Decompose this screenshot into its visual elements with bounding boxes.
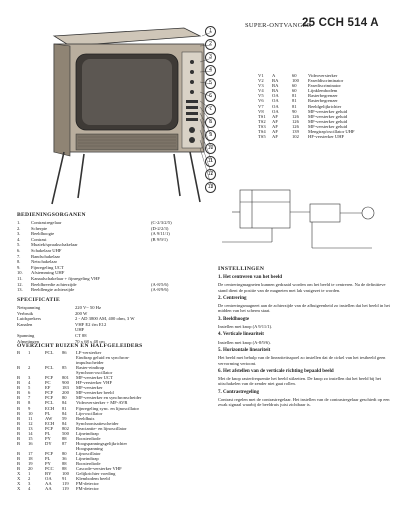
valve-c1: B: [17, 425, 21, 431]
valve-c2: 1: [28, 350, 31, 355]
valve-c3: PCF: [45, 375, 54, 381]
spec-key: Netspanning: [17, 305, 41, 310]
legend-text: Bandschakelaar: [31, 253, 61, 259]
valve-c3: OA: [45, 476, 52, 482]
spec-key: Spanning: [17, 332, 35, 338]
tube-type: A: [272, 73, 276, 78]
spec-value: 200 W: [75, 310, 88, 316]
valve-c4: 84: [62, 420, 67, 426]
header-model: 25 CCH 514 A: [302, 17, 379, 29]
valve-c2: 5: [28, 385, 31, 391]
legend-number: 7.: [17, 253, 21, 259]
legend-number: 6.: [17, 247, 21, 253]
instructions-title: INSTELLINGEN: [218, 266, 265, 272]
valve-c1: X: [17, 486, 21, 492]
instruction-heading: 3. Beeldhoogte: [218, 316, 250, 322]
tube-name: MF-versterker geluid: [308, 108, 348, 114]
tube-name: Beeldgelijkrichter: [308, 103, 342, 109]
valve-c1: B: [17, 435, 21, 441]
tube-code: 126: [292, 113, 299, 119]
tube-ref: TS1: [258, 113, 266, 119]
instruction-text: De centreringmagneten kunnen gedraaid worden om het beeld te centreren. Na de definitieve stand dient de positie van de magneten met lak vastgezet te worden.: [218, 282, 386, 293]
valve-c4: 900: [62, 380, 69, 386]
tube-type: AF: [272, 118, 278, 124]
valve-c5: FM-detector: [76, 481, 99, 487]
tube-name: Rasterbegrenzer: [308, 93, 338, 99]
tube-ref: V3: [258, 83, 264, 89]
legend-number: 13.: [17, 287, 23, 293]
valve-c4: 801: [62, 375, 69, 381]
valve-c2: 2: [28, 476, 31, 482]
tube-code: 81: [292, 98, 297, 104]
tube-code: 126: [292, 123, 299, 129]
valve-c3: PL: [45, 410, 51, 416]
instruction-heading: 2. Centrering: [218, 295, 247, 301]
valve-c5: Hoogspanningsgelijkrichter: [76, 440, 128, 446]
tube-code: 81: [292, 103, 297, 109]
legend-text: Muziek/spraakschakelaar: [31, 242, 78, 248]
callout-number: 12: [205, 169, 216, 180]
callout-number: 2: [205, 39, 216, 50]
valve-c3: PCF: [45, 450, 54, 456]
legend-text: Fijnregeling UCT: [31, 264, 64, 270]
tube-code: 102: [292, 134, 299, 140]
valve-c3: PCL: [45, 350, 54, 355]
valve-c2: 10: [28, 410, 33, 416]
valve-c3: PCC: [45, 466, 54, 472]
valve-c5: Lijnoscillator: [76, 450, 101, 456]
tube-name: Lijnklembodem: [308, 88, 338, 94]
callout-number: 6: [205, 91, 216, 102]
valve-c5: Klembodem beeld: [76, 476, 110, 482]
spec-value: CT 88: [75, 332, 87, 338]
valve-c1: B: [17, 365, 21, 371]
legend-text: Contrastregelaar: [31, 220, 62, 225]
tube-ref: V1: [258, 73, 264, 78]
valve-c1: X: [17, 476, 21, 482]
legend-number: 8.: [17, 259, 21, 265]
valve-c4: 59: [62, 415, 67, 421]
tube-name: MF-versterker geluid: [308, 113, 348, 119]
valve-c1: B: [17, 410, 21, 416]
spec-key: Luidsprekers: [17, 316, 41, 322]
instruction-heading: 6. Het afstellen van de verticale richting bepaald beeld: [218, 368, 334, 374]
tube-name: MF-versterker geluid: [308, 118, 348, 124]
legend-number: 11.: [17, 275, 23, 281]
legend-number: 2.: [17, 225, 21, 231]
tube-name: Videoversterker: [308, 73, 338, 78]
valve-c5: Gelijkrichter voeding: [76, 471, 116, 477]
adjustment-diagram: [212, 182, 392, 262]
valve-row: [17, 486, 176, 491]
valve-c3: DY: [45, 440, 52, 446]
valve-c4: 88: [62, 466, 67, 472]
tube-name: HF-versterker UHF: [308, 134, 345, 140]
valve-c5: LF-versterker: [76, 350, 102, 355]
valve-c2: 6: [28, 390, 31, 396]
valve-c4: 36: [62, 455, 67, 461]
callout-number: 11: [205, 156, 216, 167]
instructions: [218, 266, 393, 410]
tube-type: AF: [272, 113, 278, 119]
spec-key: Verbruik: [17, 310, 34, 316]
valve-c3: AA: [45, 486, 52, 492]
valve-c2: 16: [28, 440, 33, 446]
spec-value: 2 - AD 3800 AM, 400 ohm, 3 W: [75, 316, 135, 322]
valve-c5: Synchronisatiescheider: [76, 420, 119, 426]
legend-text: Scherpte: [31, 225, 48, 231]
tube-code: 60: [292, 83, 297, 89]
spec-title: SPECIFICATIE: [17, 297, 60, 303]
callout-number: 7: [205, 104, 216, 115]
valve-c5: Cascode-versterker VHF: [76, 466, 122, 472]
valve-c5: Beeldbuis: [76, 415, 95, 421]
instruction-text: Contrast regelen met de contrastregelaar. Het instellen van de contrastregelaar geschiedt op een zwak signaal waarbij de beeldruis juist zichtbaar is.: [218, 397, 390, 408]
tube-name: Faseddiscriminator: [308, 78, 344, 84]
valve-c5: Boosterdiode: [76, 435, 101, 441]
valve-c1: X: [17, 471, 21, 477]
tube-ref: V8: [258, 108, 264, 114]
valve-c4: 88: [62, 461, 67, 467]
legend-number: 4.: [17, 236, 21, 242]
callout-number: 5: [205, 78, 216, 89]
instruction-text: De centreringsmagneet aan de achterzijde van de afbuigeenheid zo instellen dat het beeld in het midden van het scherm staat.: [218, 303, 390, 314]
legend-position: (D-2/2/3): [151, 225, 169, 231]
instruction-heading: 5. Horizontale lineariteit: [218, 347, 271, 353]
legend-text: Beeldbreedte achterzijde: [31, 281, 77, 287]
valve-c1: B: [17, 350, 21, 355]
valve-c4: 200: [62, 390, 69, 396]
header-subtitle: SUPER-ONTVANGER: [245, 22, 312, 29]
valve-c2: 12: [28, 420, 33, 426]
instruction-heading: 1. Het centreren van het beeld: [218, 275, 282, 280]
callout-number: 3: [205, 52, 216, 63]
valve-c2: 2: [28, 365, 31, 371]
valve-c2: 17: [28, 450, 33, 456]
valve-c4: 87: [62, 440, 67, 446]
tube-ref: V4: [258, 88, 264, 94]
tube-type: OA: [272, 108, 279, 114]
tube-ref: TS2: [258, 118, 266, 124]
valve-c3: ECH: [45, 420, 55, 426]
legend-text: Beeldlengte achterzijde: [31, 287, 75, 293]
instruction-heading: 7. Contrastregeling: [218, 389, 260, 395]
instruction-text: Instellen met knop (A-8/9/6).: [218, 339, 271, 345]
legend-position: (C-2/3/2/5): [151, 220, 172, 225]
valve-c4: 85: [62, 365, 67, 371]
valve-c5: MF-versterker UCT: [76, 375, 113, 381]
tube-row: [258, 134, 398, 139]
valves-title: OVERZICHT BUIZEN EN HALFGELEIDERS: [17, 343, 143, 349]
valve-c1: B: [17, 415, 21, 421]
instruction-text: Het beeld met behulp van de lineariteitsspoel zo instellen dat de cirkel van het testbeeld geen vervorming vertoont.: [218, 355, 386, 366]
valve-c3: PCF: [45, 425, 54, 431]
valve-c5: Synchron-oscillator: [76, 370, 113, 376]
valve-c2: 1: [28, 471, 31, 477]
specification: [17, 297, 165, 344]
valve-c5: Fijnregeling sync. en lijnoscillator: [76, 405, 140, 411]
valve-c2: 3: [28, 375, 31, 381]
legend-text: Beeldhoogte: [31, 231, 55, 237]
valve-c3: PCF: [45, 395, 54, 401]
tube-name: Fasediscriminator: [308, 83, 341, 89]
valve-c4: 91: [62, 476, 67, 482]
valve-c4: 80: [62, 395, 67, 401]
valve-c2: 13: [28, 425, 33, 431]
tube-type: OA: [272, 98, 279, 104]
tube-code: 139: [292, 129, 299, 135]
valve-c5: MF-versterker en synchronscheider: [76, 395, 142, 401]
tube-code: 126: [292, 118, 299, 124]
valves-overview: [17, 343, 176, 491]
spec-value: 70 x 68 x 48 cm: [75, 338, 105, 344]
legend-number: 3.: [17, 231, 21, 237]
valve-c4: 84: [62, 400, 67, 406]
valve-c5: Lijn-oscillator: [76, 410, 103, 416]
valve-c4: 81: [62, 405, 67, 411]
legend-position: (A-8/9/6): [151, 287, 169, 293]
tv-cabinet-illustration: [14, 18, 214, 208]
valve-c3: PY: [45, 435, 51, 441]
legend-position: (A-8/5/6): [151, 281, 169, 287]
valve-c5: Lijneindtrap: [76, 430, 99, 436]
valve-c4: 86: [62, 350, 67, 355]
valve-c5: Eindtrap geluid en synchron-: [76, 355, 130, 361]
valve-c1: X: [17, 481, 21, 487]
valve-c5: Reactantie- en lijnoscillator: [76, 425, 127, 431]
tube-ref: TS3: [258, 123, 266, 129]
legend-text: Kanaalschakelaar + fijnregeling VHF: [31, 275, 100, 281]
valve-c2: 4: [28, 486, 31, 492]
instruction-text: Met de knop rasterfrequentie het beeld stilzetten. De knop zo instellen dat het beeld bij het uitschakelen van de zender niet gaat rollen.: [218, 376, 381, 387]
valve-c3: PCL: [45, 365, 54, 371]
valve-c2: 8: [28, 400, 31, 406]
valve-c4: 100: [62, 471, 69, 477]
valve-c2: 14: [28, 430, 33, 436]
tube-code: 81: [292, 93, 297, 99]
valve-c5: FM-detector: [76, 486, 99, 492]
valve-c2: 11: [28, 415, 33, 421]
valve-c3: PY: [45, 461, 51, 467]
legend-number: 1.: [17, 220, 21, 225]
valve-c5: impulsscheider: [76, 360, 104, 366]
valve-c3: AW: [45, 415, 53, 421]
callout-number: 10: [205, 143, 216, 154]
legend-position: (B 9/9/1): [151, 236, 168, 242]
valve-c5: MF-versterker: [76, 385, 103, 391]
valve-c4: 80: [62, 450, 67, 456]
valve-c2: 7: [28, 395, 31, 401]
valve-c1: B: [17, 455, 21, 461]
spec-value: VHF E2 t/m E12: [75, 321, 107, 327]
valve-c5: Raster-eindtrap: [76, 365, 105, 371]
valve-c3: EF: [45, 385, 51, 391]
valve-c4: 84: [62, 410, 67, 416]
valve-c3: PCL: [45, 400, 54, 406]
valve-c5: Videoversterker + MF-AVR: [76, 400, 128, 406]
valve-c3: PL: [45, 455, 51, 461]
valve-c3: AA: [45, 481, 52, 487]
legend-text: Schakelaar UHF: [31, 247, 62, 253]
valve-c1: B: [17, 405, 21, 411]
valve-c5: MF-versterker beeld: [76, 390, 114, 396]
valve-c1: B: [17, 420, 21, 426]
legend-number: 5.: [17, 242, 21, 248]
legend-text: Netschakelaar: [31, 259, 58, 265]
legend-text: Afstemming UHF: [31, 270, 65, 276]
legend-text: Contrast: [31, 236, 47, 242]
tube-type: OA: [272, 93, 279, 99]
callout-number: 13: [205, 182, 216, 193]
valve-c3: ECH: [45, 405, 55, 411]
legend-position: (A 9/11/1): [151, 231, 170, 237]
instruction-heading: 4. Verticale lineariteit: [218, 332, 264, 338]
tube-code: 90: [292, 108, 297, 114]
valve-c1: B: [17, 385, 21, 391]
valve-c4: 88: [62, 435, 67, 441]
spec-key: Afmetingen: [17, 338, 39, 344]
tube-code: 60: [292, 88, 297, 94]
tube-ref: TS4: [258, 129, 266, 135]
tube-type: BA: [272, 78, 279, 84]
valve-c3: PCF: [45, 390, 54, 396]
tube-code: 60: [292, 73, 297, 78]
tube-type: AF: [272, 123, 278, 129]
valve-c1: B: [17, 390, 21, 396]
tube-type: BA: [272, 88, 279, 94]
valve-c2: 18: [28, 455, 33, 461]
valve-c2: 4: [28, 380, 31, 386]
valve-c2: 19: [28, 461, 33, 467]
valve-c1: B: [17, 461, 21, 467]
valve-c3: PC: [45, 380, 51, 386]
valve-c1: B: [17, 466, 21, 472]
valve-c4: 183: [62, 385, 69, 391]
valve-c1: B: [17, 450, 21, 456]
valve-c1: B: [17, 375, 21, 381]
valve-c1: B: [17, 395, 21, 401]
tube-type: AF: [272, 134, 278, 140]
valve-c2: 3: [28, 481, 31, 487]
tube-type: OA: [272, 103, 279, 109]
valve-c3: PL: [45, 430, 51, 436]
tube-name: Mengtrap/oscillator UHF: [308, 129, 355, 135]
valve-c4: 802: [62, 425, 69, 431]
valve-c1: B: [17, 440, 21, 446]
callout-number: 8: [205, 117, 216, 128]
valve-c2: 9: [28, 405, 31, 411]
legend-number: 10.: [17, 270, 23, 276]
spec-key: Kanalen: [17, 321, 33, 327]
valve-c1: B: [17, 400, 21, 406]
valve-c4: 119: [62, 481, 69, 487]
callout-number: 1: [205, 26, 216, 37]
tube-ref: TS5: [258, 134, 266, 140]
valve-c4: 119: [62, 486, 69, 492]
tube-ref: V7: [258, 103, 264, 109]
tube-name: Rasterbegrenzer: [308, 98, 338, 104]
valve-c5: HF-versterker VHF: [76, 380, 113, 386]
legend-title: BEDIENINGSORGANEN: [17, 212, 86, 218]
valve-c3: BY: [45, 471, 52, 477]
tube-list: [258, 73, 398, 139]
instruction-text: Instellen met knop (A 9/11/1).: [218, 324, 273, 330]
valve-c1: B: [17, 430, 21, 436]
controls-legend: [17, 212, 191, 293]
valve-c5: Hoogspanning: [76, 445, 103, 451]
tube-type: AF: [272, 129, 278, 135]
tube-name: MF-versterker geluid: [308, 123, 348, 129]
spec-value: UHF: [75, 327, 85, 333]
tube-type: BA: [272, 83, 279, 89]
valve-c4: 500: [62, 430, 69, 436]
valve-c2: 20: [28, 466, 33, 472]
spec-value: 220 V~ 50 Hz: [75, 305, 102, 310]
legend-number: 9.: [17, 264, 21, 270]
valve-c1: B: [17, 380, 21, 386]
valve-c5: Lijneindtrap: [76, 455, 99, 461]
callout-number: 9: [205, 130, 216, 141]
tube-ref: V5: [258, 93, 264, 99]
tube-ref: V2: [258, 78, 264, 84]
legend-row: [17, 287, 191, 293]
tube-ref: V6: [258, 98, 264, 104]
legend-number: 12.: [17, 281, 23, 287]
callout-number: 4: [205, 65, 216, 76]
tube-code: 100: [292, 78, 299, 84]
valve-c2: 15: [28, 435, 33, 441]
valve-c5: Boosterdiode: [76, 461, 101, 467]
